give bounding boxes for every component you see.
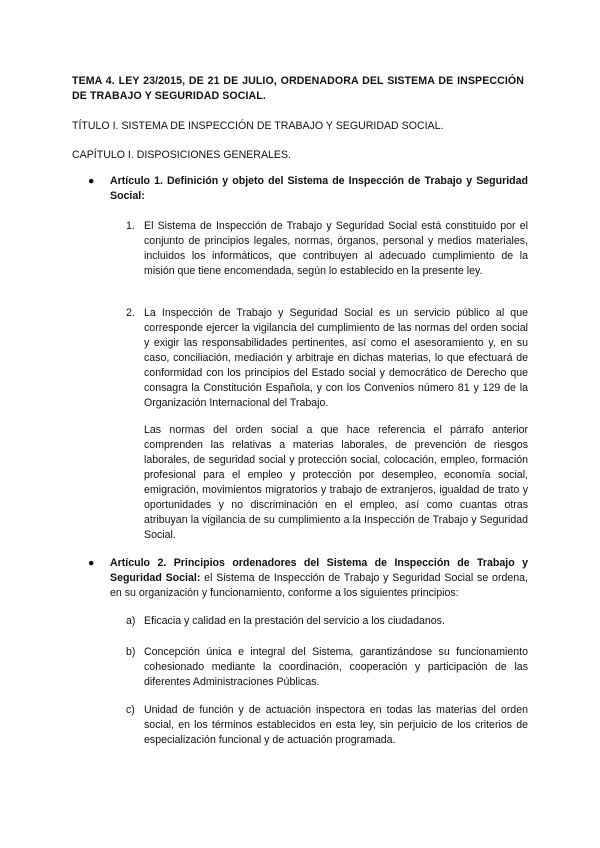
- articulo-2-intro: el Sistema de Inspección de Trabajo y Seguridad Social se ordena, en su organización y funcionamiento, conforme a los siguientes principios:: [110, 572, 528, 599]
- list-item-text: Unidad de función y de actuación inspectora en todas las materias del orden social, en los términos establecidos en esta ley, sin perjuicio de los criterios de especialización funcional y de actuación programada.: [144, 704, 528, 746]
- articulo-1-extra-paragraph: Las normas del orden social a que hace referencia el párrafo anterior comprenden las relativas a materias laborales, de prevención de riesgos laborales, de seguridad social y protección social, colocación, empleo, formación profesional para el empleo y protección por desempleo, economía social, emigración, movimientos migratorios y trabajo de extranjeros, igualdad de trato y oportunidades y no discriminación en el empleo, así como cuantas otras atribuyan la vigilancia de su cumplimiento a la Inspección de Trabajo y Seguridad Social.: [144, 424, 528, 541]
- list-marker: 2.: [126, 307, 135, 319]
- bullet-icon: ●: [88, 175, 95, 187]
- list-marker: b): [126, 646, 136, 658]
- list-item-text: La Inspección de Trabajo y Seguridad Social es un servicio público al que corresponde ejercer la vigilancia del cumplimiento de las normas del orden social y exigir las responsabilidades pertinentes, así como el asesoramiento y, en su caso, conciliación, mediación y arbitraje en dichas materias, lo que efectuará de conformidad con los principios del Estado social y democrático de Derecho que consagra la Constitución Española, y con los Convenios número 81 y 129 de la Organización Internacional del Trabajo.: [144, 307, 528, 409]
- bullet-icon: ●: [88, 557, 95, 569]
- articulo-1-heading: [110, 174, 528, 204]
- list-item-text: Concepción única e integral del Sistema, garantizándose su funcionamiento cohesionado mediante la coordinación, cooperación y participación de las diferentes Administraciones Públicas.: [144, 646, 528, 688]
- list-marker: a): [126, 615, 136, 627]
- list-item-text: El Sistema de Inspección de Trabajo y Seguridad Social está constituido por el conjunto de principios legales, normas, órganos, personal y medios materiales, incluidos los informáticos, que contribuyen al adecuado cumplimiento de la misión que tiene encomendada, según lo establecido en la presente ley.: [144, 220, 528, 277]
- capitulo-heading: CAPÍTULO I. DISPOSICIONES GENERALES.: [72, 149, 291, 161]
- list-item-text: Eficacia y calidad en la prestación del servicio a los ciudadanos.: [144, 615, 445, 627]
- list-marker: c): [126, 704, 135, 716]
- list-marker: 1.: [126, 220, 135, 232]
- articulo-2-paragraph: [110, 556, 528, 601]
- document-title: TEMA 4. LEY 23/2015, DE 21 DE JULIO, ORDENADORA DEL SISTEMA DE INSPECCIÓN DE TRABAJO Y SEGURIDAD SOCIAL.: [72, 75, 524, 102]
- articulo-1-heading-text: Artículo 1. Definición y objeto del Sistema de Inspección de Trabajo y Seguridad Social:: [110, 175, 528, 202]
- titulo-heading: TÍTULO I. SISTEMA DE INSPECCIÓN DE TRABAJO Y SEGURIDAD SOCIAL.: [72, 120, 444, 132]
- articulo-2-heading: Artículo 2. Principios ordenadores del Sistema de Inspección de Trabajo y Seguridad Social:: [110, 557, 528, 584]
